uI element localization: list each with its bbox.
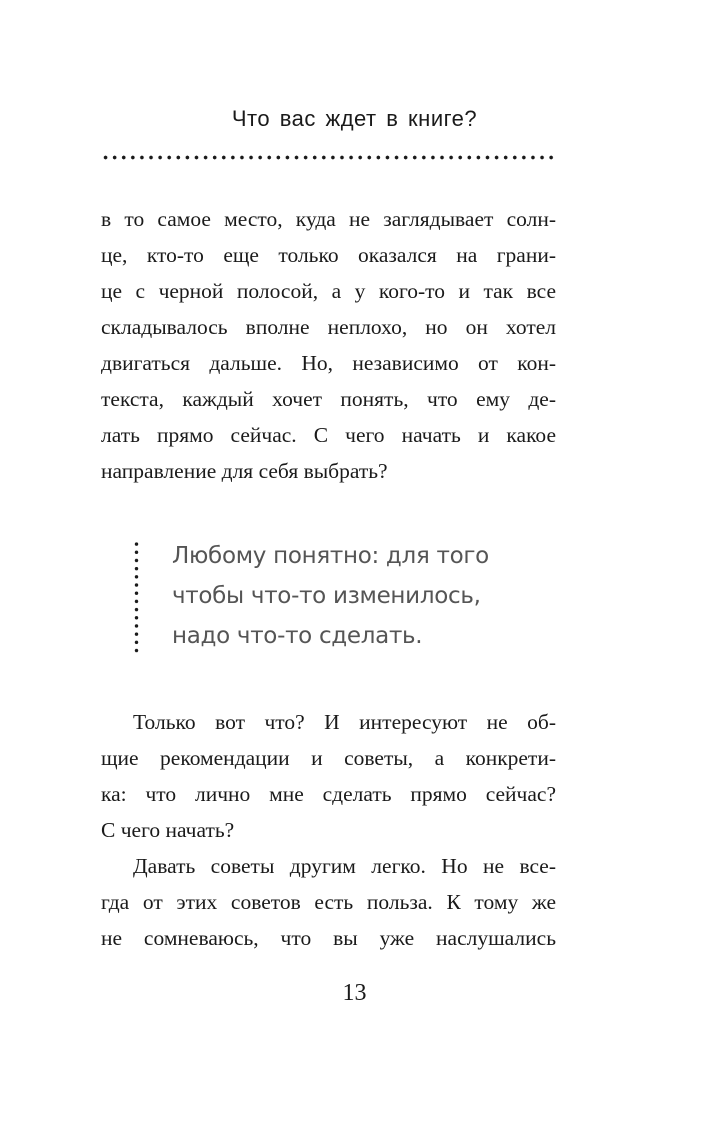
text-line: ка: что лично мне сделать прямо сейчас? (101, 782, 556, 806)
text-line: Давать советы другим легко. Но не все- (133, 854, 556, 878)
pull-quote-line: надо что-то сделать. (172, 623, 423, 649)
text-line: щие рекомендации и советы, а конкрети- (101, 746, 556, 770)
text-line: не сомневаюсь, что вы уже наслушались (101, 926, 556, 950)
text-line: складывалось вполне неплохо, но он хотел (101, 315, 556, 339)
pull-quote-dotted-rule (134, 540, 139, 655)
body-paragraph (101, 704, 556, 848)
text-line: в то самое место, куда не заглядывает солн- (101, 207, 556, 231)
page-number: 13 (342, 980, 367, 1006)
text-line: направление для себя выбрать? (101, 459, 388, 483)
pull-quote-line: Любому понятно: для того (172, 543, 489, 569)
header-dotted-divider (101, 155, 556, 160)
text-line: лать прямо сейчас. С чего начать и какое (101, 423, 556, 447)
text-line: двигаться дальше. Но, независимо от кон- (101, 351, 556, 375)
pull-quote (172, 536, 556, 656)
body-paragraph (101, 848, 556, 956)
text-line: Только вот что? И интересуют не об- (133, 710, 556, 734)
running-head-title: Что вас ждет в книге? (231, 106, 478, 131)
text-line: гда от этих советов есть польза. К тому же (101, 890, 556, 914)
text-line: С чего начать? (101, 818, 235, 842)
text-line: це с черной полосой, а у кого-то и так все (101, 279, 556, 303)
text-line: це, кто-то еще только оказался на грани- (101, 243, 556, 267)
body-paragraph (101, 201, 556, 489)
pull-quote-line: чтобы что-то изменилось, (172, 583, 481, 609)
text-line: текста, каждый хочет понять, что ему де- (101, 387, 556, 411)
